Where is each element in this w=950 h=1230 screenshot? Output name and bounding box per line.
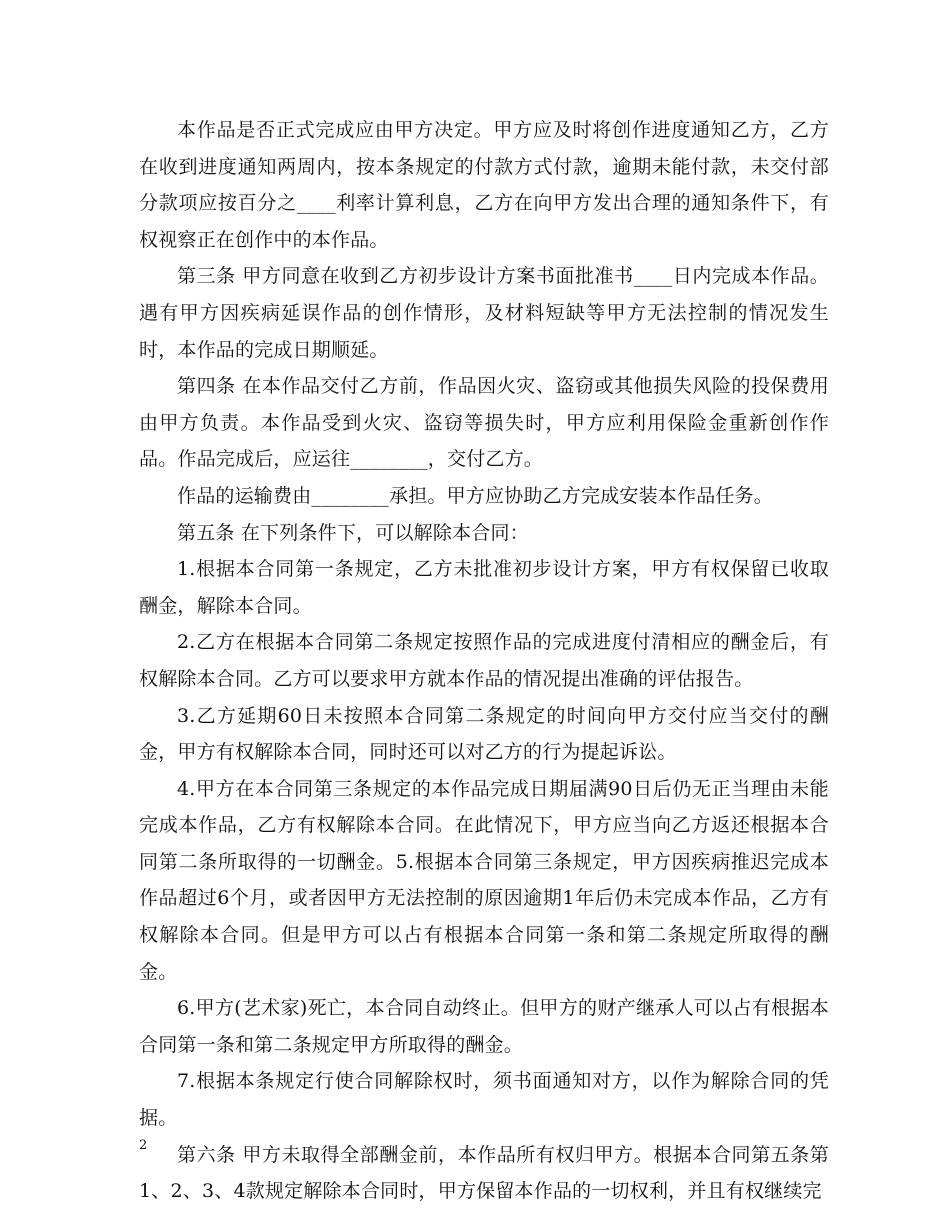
- paragraph-transport-cost: 作品的运输费由________承担。甲方应协助乙方完成安装本作品任务。: [177, 484, 774, 507]
- paragraph-clause-6: 6.甲方(艺术家)死亡，本合同自动终止。但甲方的财产继承人可以占有根据本合同第一条和第二条规定甲方所取得的酬金。: [139, 997, 829, 1056]
- paragraph-clause-4-5: 4.甲方在本合同第三条规定的本作品完成日期届满90日后仍无正当理由未能完成本作品，乙方有权解除本合同。在此情况下，甲方应当向乙方返还根据本合同第二条所取得的一切酬金。5.根据本合同第三条规定，甲方因疾病推迟完成本作品超过6个月，或者因甲方无法控制的原因逾期1年后仍未完成本作品，乙方有权解除本合同。但是甲方可以占有根据本合同第一条和第二条规定所取得的酬金。: [139, 777, 829, 983]
- paragraph-article-3: 第三条 甲方同意在收到乙方初步设计方案书面批准书____日内完成本作品。遇有甲方因疾病延误作品的创作情形，及材料短缺等甲方无法控制的情况发生时，本作品的完成日期顺延。: [139, 265, 829, 361]
- page-number: 2: [139, 1138, 148, 1153]
- paragraph-article-5: 第五条 在下列条件下，可以解除本合同：: [177, 521, 529, 544]
- paragraph-clause-1: 1.根据本合同第一条规定，乙方未批准初步设计方案，甲方有权保留已收取酬金，解除本合同。: [139, 558, 829, 617]
- paragraph-article-4: 第四条 在本作品交付乙方前，作品因火灾、盗窃或其他损失风险的投保费用由甲方负责。本作品受到火灾、盗窃等损失时，甲方应利用保险金重新创作作品。作品完成后，应运往________，交付乙方。: [139, 375, 829, 471]
- paragraph-clause-7: 7.根据本条规定行使合同解除权时，须书面通知对方，以作为解除合同的凭据。: [139, 1070, 829, 1130]
- paragraph-clause-3: 3.乙方延期60日未按照本合同第二条规定的时间向甲方交付应当交付的酬金，甲方有权解除本合同，同时还可以对乙方的行为提起诉讼。: [139, 704, 829, 764]
- paragraph-clause-2: 2.乙方在根据本合同第二条规定按照作品的完成进度付清相应的酬金后，有权解除本合同。乙方可以要求甲方就本作品的情况提出准确的评估报告。: [139, 631, 829, 690]
- contract-body: [139, 112, 829, 1210]
- paragraph-completion-notice: 本作品是否正式完成应由甲方决定。甲方应及时将创作进度通知乙方，乙方在收到进度通知两周内，按本条规定的付款方式付款，逾期未能付款，未交付部分款项应按百分之____利率计算利息，乙方在向甲方发出合理的通知条件下，有权视察正在创作中的本作品。: [139, 119, 829, 251]
- paragraph-article-6: 第六条 甲方未取得全部酬金前，本作品所有权归甲方。根据本合同第五条第1、2、3、4款规定解除本合同时，甲方保留本作品的一切权利，并且有权继续完: [139, 1143, 829, 1203]
